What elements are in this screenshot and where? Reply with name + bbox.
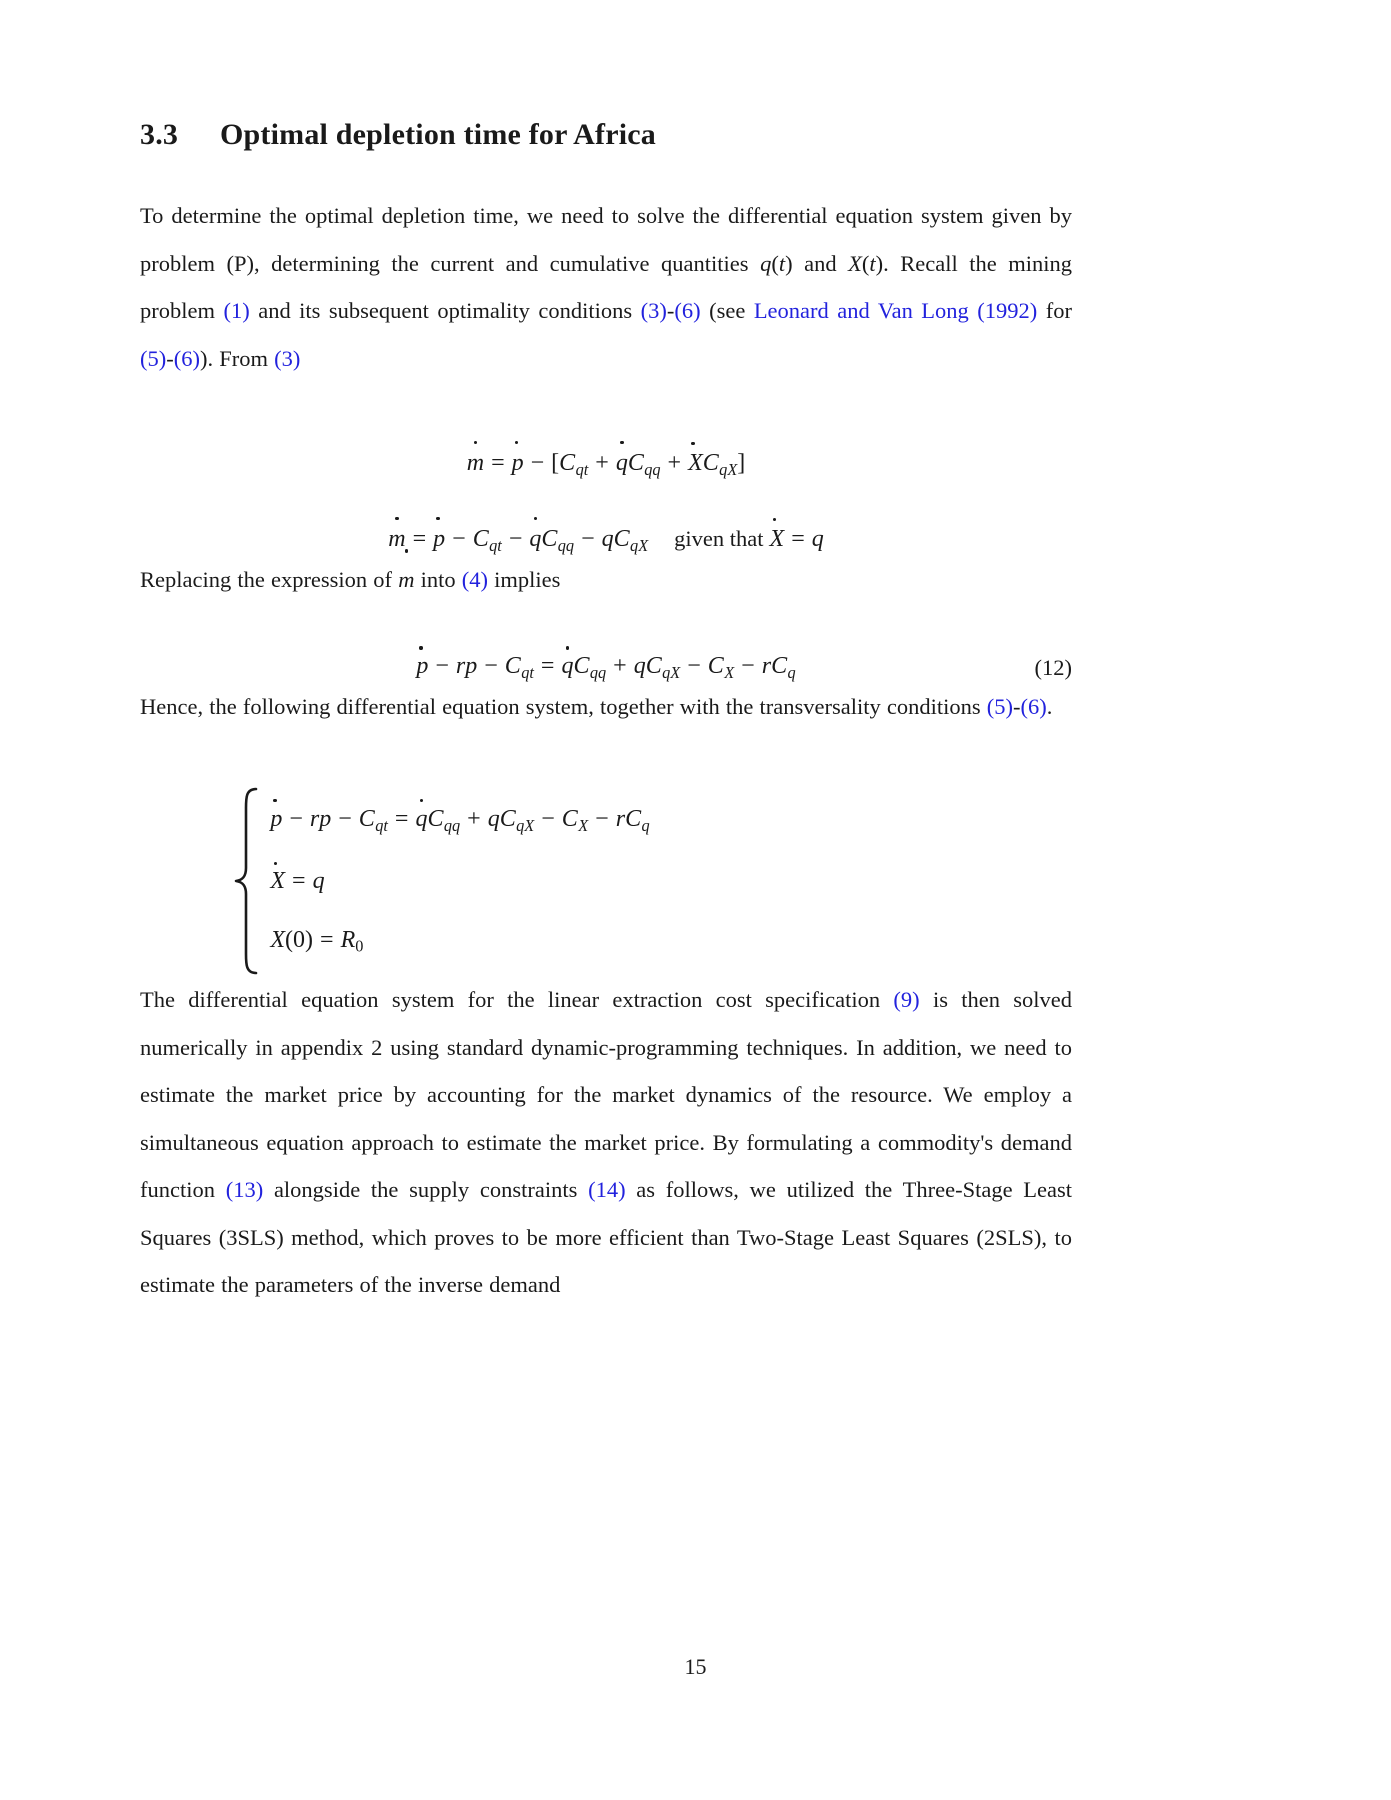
paragraph-hence: [140, 683, 1072, 731]
paragraph-hence-text-2: .: [1046, 693, 1053, 719]
equation-number-12: (12): [1034, 655, 1072, 681]
ref-link-3[interactable]: (3): [640, 298, 667, 323]
ref-dash-3: -: [1013, 693, 1021, 719]
ref-link-5b[interactable]: (5): [986, 693, 1013, 719]
system-row-3-expression: [270, 927, 363, 957]
inline-math-q-of-t: q(t): [760, 250, 793, 276]
equation-2-expression: $m = p - C_{qt} - qC_{qq} - qC_{qX}$: [388, 525, 649, 555]
paragraph-intro-text-3: . Recall the mining problem: [140, 250, 1072, 323]
inline-math-X-of-t: X(t): [848, 250, 884, 276]
display-equation-2: [140, 524, 1072, 556]
ref-link-4[interactable]: (4): [461, 566, 488, 592]
system-row-3-R: R: [340, 927, 356, 954]
paragraph-closing: [140, 976, 1072, 1309]
ref-link-6[interactable]: (6): [674, 298, 701, 323]
paragraph-replacing: [140, 556, 1072, 604]
left-curly-brace-icon: [232, 786, 260, 976]
system-row-2-expression: X = q: [270, 867, 325, 894]
system-row-3: [270, 913, 649, 970]
paragraph-intro-text-4: and its subsequent optimality conditions: [249, 298, 641, 323]
paragraph-hence-text-1: Hence, the following differential equation system, together with the transversality conditions: [140, 693, 987, 719]
paragraph-intro-text-7: ). From: [200, 345, 275, 371]
ref-link-14[interactable]: (14): [588, 1177, 626, 1203]
paragraph-intro-text-6: for: [1037, 298, 1072, 323]
section-number: 3.3: [140, 118, 179, 151]
system-row-2: [270, 853, 649, 910]
equation-2-condition-math: X = q: [769, 525, 824, 552]
section-heading: [140, 118, 1072, 152]
citation-link-leonard-van-long[interactable]: Leonard and Van Long (1992): [753, 298, 1038, 323]
paragraph-replacing-text-2: into: [414, 566, 462, 592]
paragraph-closing-text-4: as follows, we utilized the Three-Stage Least Squares (3SLS) method, which proves to be more efficient than Two-Stage Least Squares (2SLS), to estimate the parameters of the inverse demand: [140, 1177, 1073, 1298]
equation-system: [140, 786, 1072, 976]
display-equation-12: [140, 653, 1072, 683]
inline-math-m-dot: m: [398, 567, 414, 592]
system-spacer: [650, 786, 980, 976]
equation-system-inner: [232, 786, 979, 976]
system-row-1-expression: p − rp − $C_{qt} = qC_{qq} + qC_{qX} - C_X - rC_q$: [270, 806, 650, 835]
paragraph-intro-text-5: (see: [700, 298, 754, 323]
paragraph-closing-text-2: is then solved numerically in appendix 2 using standard dynamic-programming techniques. In addition, we need to estimate the market price by accounting for the market dynamics of the resource. We employ a simultaneous equation approach to estimate the market price. By formulating a commodity's demand function: [140, 987, 1072, 1203]
ref-dash-1: -: [666, 298, 675, 323]
ref-link-13[interactable]: (13): [225, 1177, 264, 1203]
paragraph-replacing-text-3: implies: [487, 566, 561, 592]
system-row-3-equals: =: [320, 927, 334, 954]
page-content: [140, 118, 1072, 1309]
ref-link-1[interactable]: (1): [223, 298, 250, 323]
system-row-1: [270, 792, 649, 849]
ref-link-5[interactable]: (5): [140, 345, 167, 371]
page-number: 15: [684, 1654, 707, 1679]
system-row-3-subscript: 0: [355, 936, 364, 956]
paragraph-intro: [140, 192, 1072, 382]
ref-link-6b[interactable]: (6): [173, 345, 200, 371]
paragraph-closing-text-1: The differential equation system for the linear extraction cost specification: [140, 987, 894, 1013]
paragraph-intro-text-1: To determine the optimal depletion time, we need to solve the differential equation system given by problem (P), determining the current and cumulative quantities: [140, 203, 1072, 276]
paragraph-intro-text-2: and: [792, 250, 849, 276]
ref-link-9[interactable]: (9): [893, 987, 920, 1013]
equation-2-condition-label: given that: [674, 525, 764, 551]
ref-link-3b[interactable]: (3): [274, 345, 301, 371]
paragraph-replacing-text-1: Replacing the expression of: [140, 566, 399, 592]
equation-system-rows: [270, 786, 649, 976]
ref-dash-2: -: [166, 345, 174, 371]
system-row-3-paren: (0): [285, 927, 314, 954]
paragraph-closing-text-3: alongside the supply constraints: [263, 1177, 589, 1203]
equation-12-expression: p − rp − $C_{qt} = qC_{qq} + qC_{qX} - C_X - rC_q$: [416, 653, 796, 682]
section-title: Optimal depletion time for Africa: [220, 118, 656, 151]
ref-link-6c[interactable]: (6): [1020, 693, 1047, 719]
equation-1-expression: $m = p - [C_{qt} + qC_{qq} + XC_{qX}]$: [466, 450, 746, 479]
display-equation-1: [140, 448, 1072, 480]
system-row-3-X: X: [270, 927, 286, 954]
